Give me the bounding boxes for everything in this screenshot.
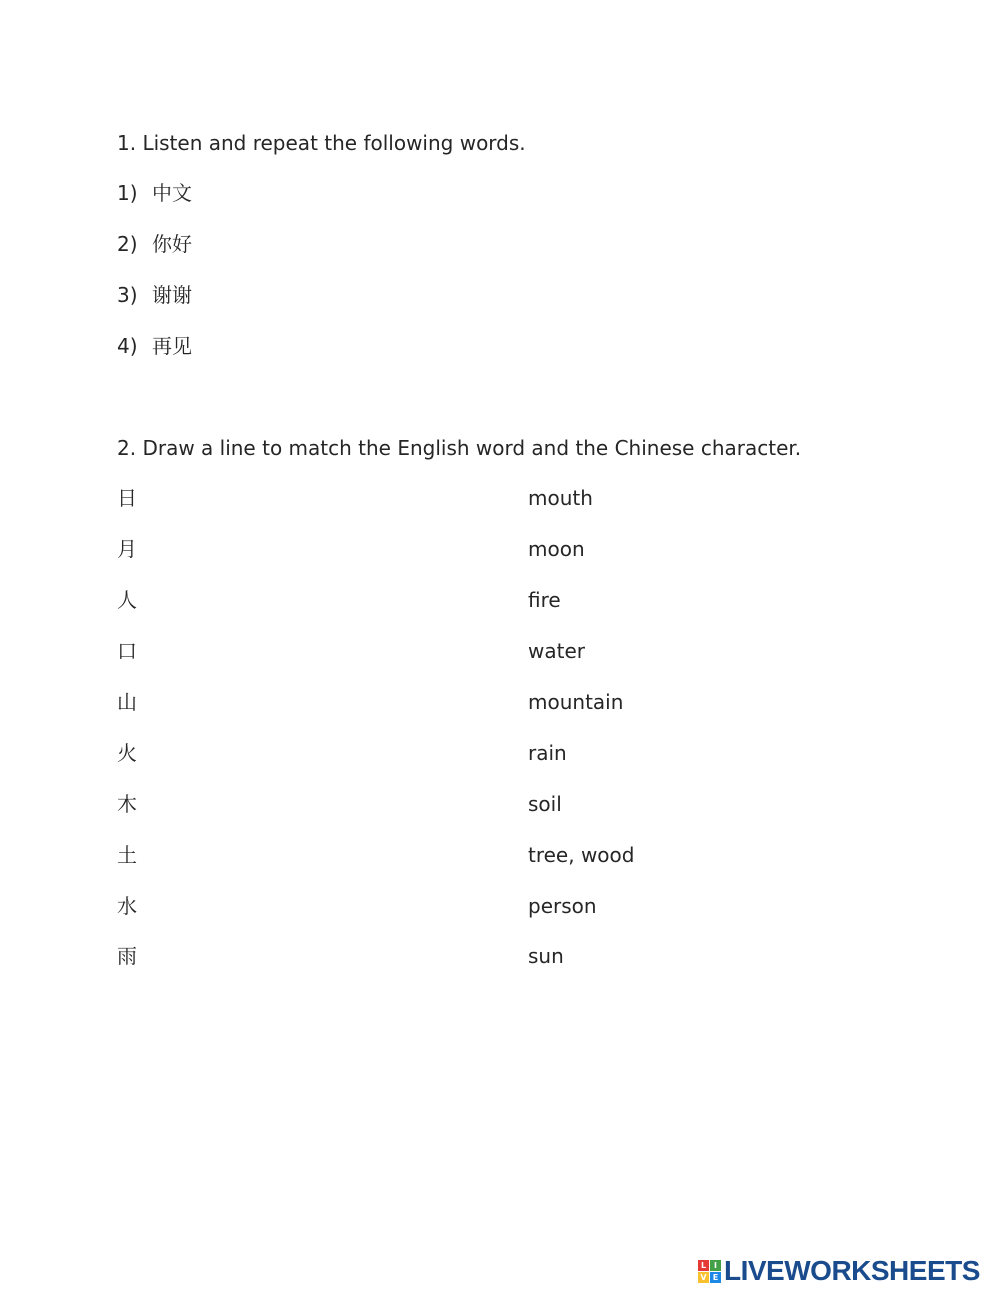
list-item-number: 4): [117, 334, 138, 358]
liveworksheets-logo[interactable]: [698, 1256, 980, 1286]
list-item-number: 1): [117, 181, 138, 205]
logo-block: V: [698, 1272, 709, 1283]
match-character: 日: [117, 486, 137, 510]
match-english: mouth: [528, 486, 593, 510]
match-character: 口: [117, 639, 137, 663]
match-character: 木: [117, 792, 137, 816]
match-character: 土: [117, 843, 137, 867]
list-item: [117, 180, 192, 206]
list-item-word: 再见: [152, 334, 192, 358]
list-item-number: 2): [117, 232, 138, 256]
match-english: water: [528, 639, 585, 663]
match-english: mountain: [528, 690, 624, 714]
match-character: 水: [117, 894, 137, 918]
logo-text: LIVEWORKSHEETS: [724, 1255, 980, 1286]
match-english: tree, wood: [528, 843, 635, 867]
match-character: 火: [117, 741, 137, 765]
match-character: 人: [117, 588, 137, 612]
match-english: rain: [528, 741, 567, 765]
match-english: fire: [528, 588, 561, 612]
match-english: soil: [528, 792, 562, 816]
section-2-title: 2. Draw a line to match the English word and the Chinese character.: [117, 436, 802, 460]
logo-block: L: [698, 1260, 709, 1271]
match-english: moon: [528, 537, 585, 561]
list-item: [117, 231, 192, 257]
list-item-word: 中文: [152, 181, 192, 205]
list-item-word: 谢谢: [152, 283, 192, 307]
match-character: 雨: [117, 944, 137, 968]
list-item-word: 你好: [152, 232, 192, 256]
match-english: sun: [528, 944, 564, 968]
list-item: [117, 333, 192, 359]
list-item: [117, 282, 192, 308]
match-character: 山: [117, 690, 137, 714]
logo-blocks-icon: [698, 1260, 721, 1283]
match-character: 月: [117, 537, 137, 561]
logo-block: E: [710, 1272, 721, 1283]
match-english: person: [528, 894, 597, 918]
logo-block: I: [710, 1260, 721, 1271]
section-1-title: 1. Listen and repeat the following words.: [117, 131, 526, 155]
list-item-number: 3): [117, 283, 138, 307]
